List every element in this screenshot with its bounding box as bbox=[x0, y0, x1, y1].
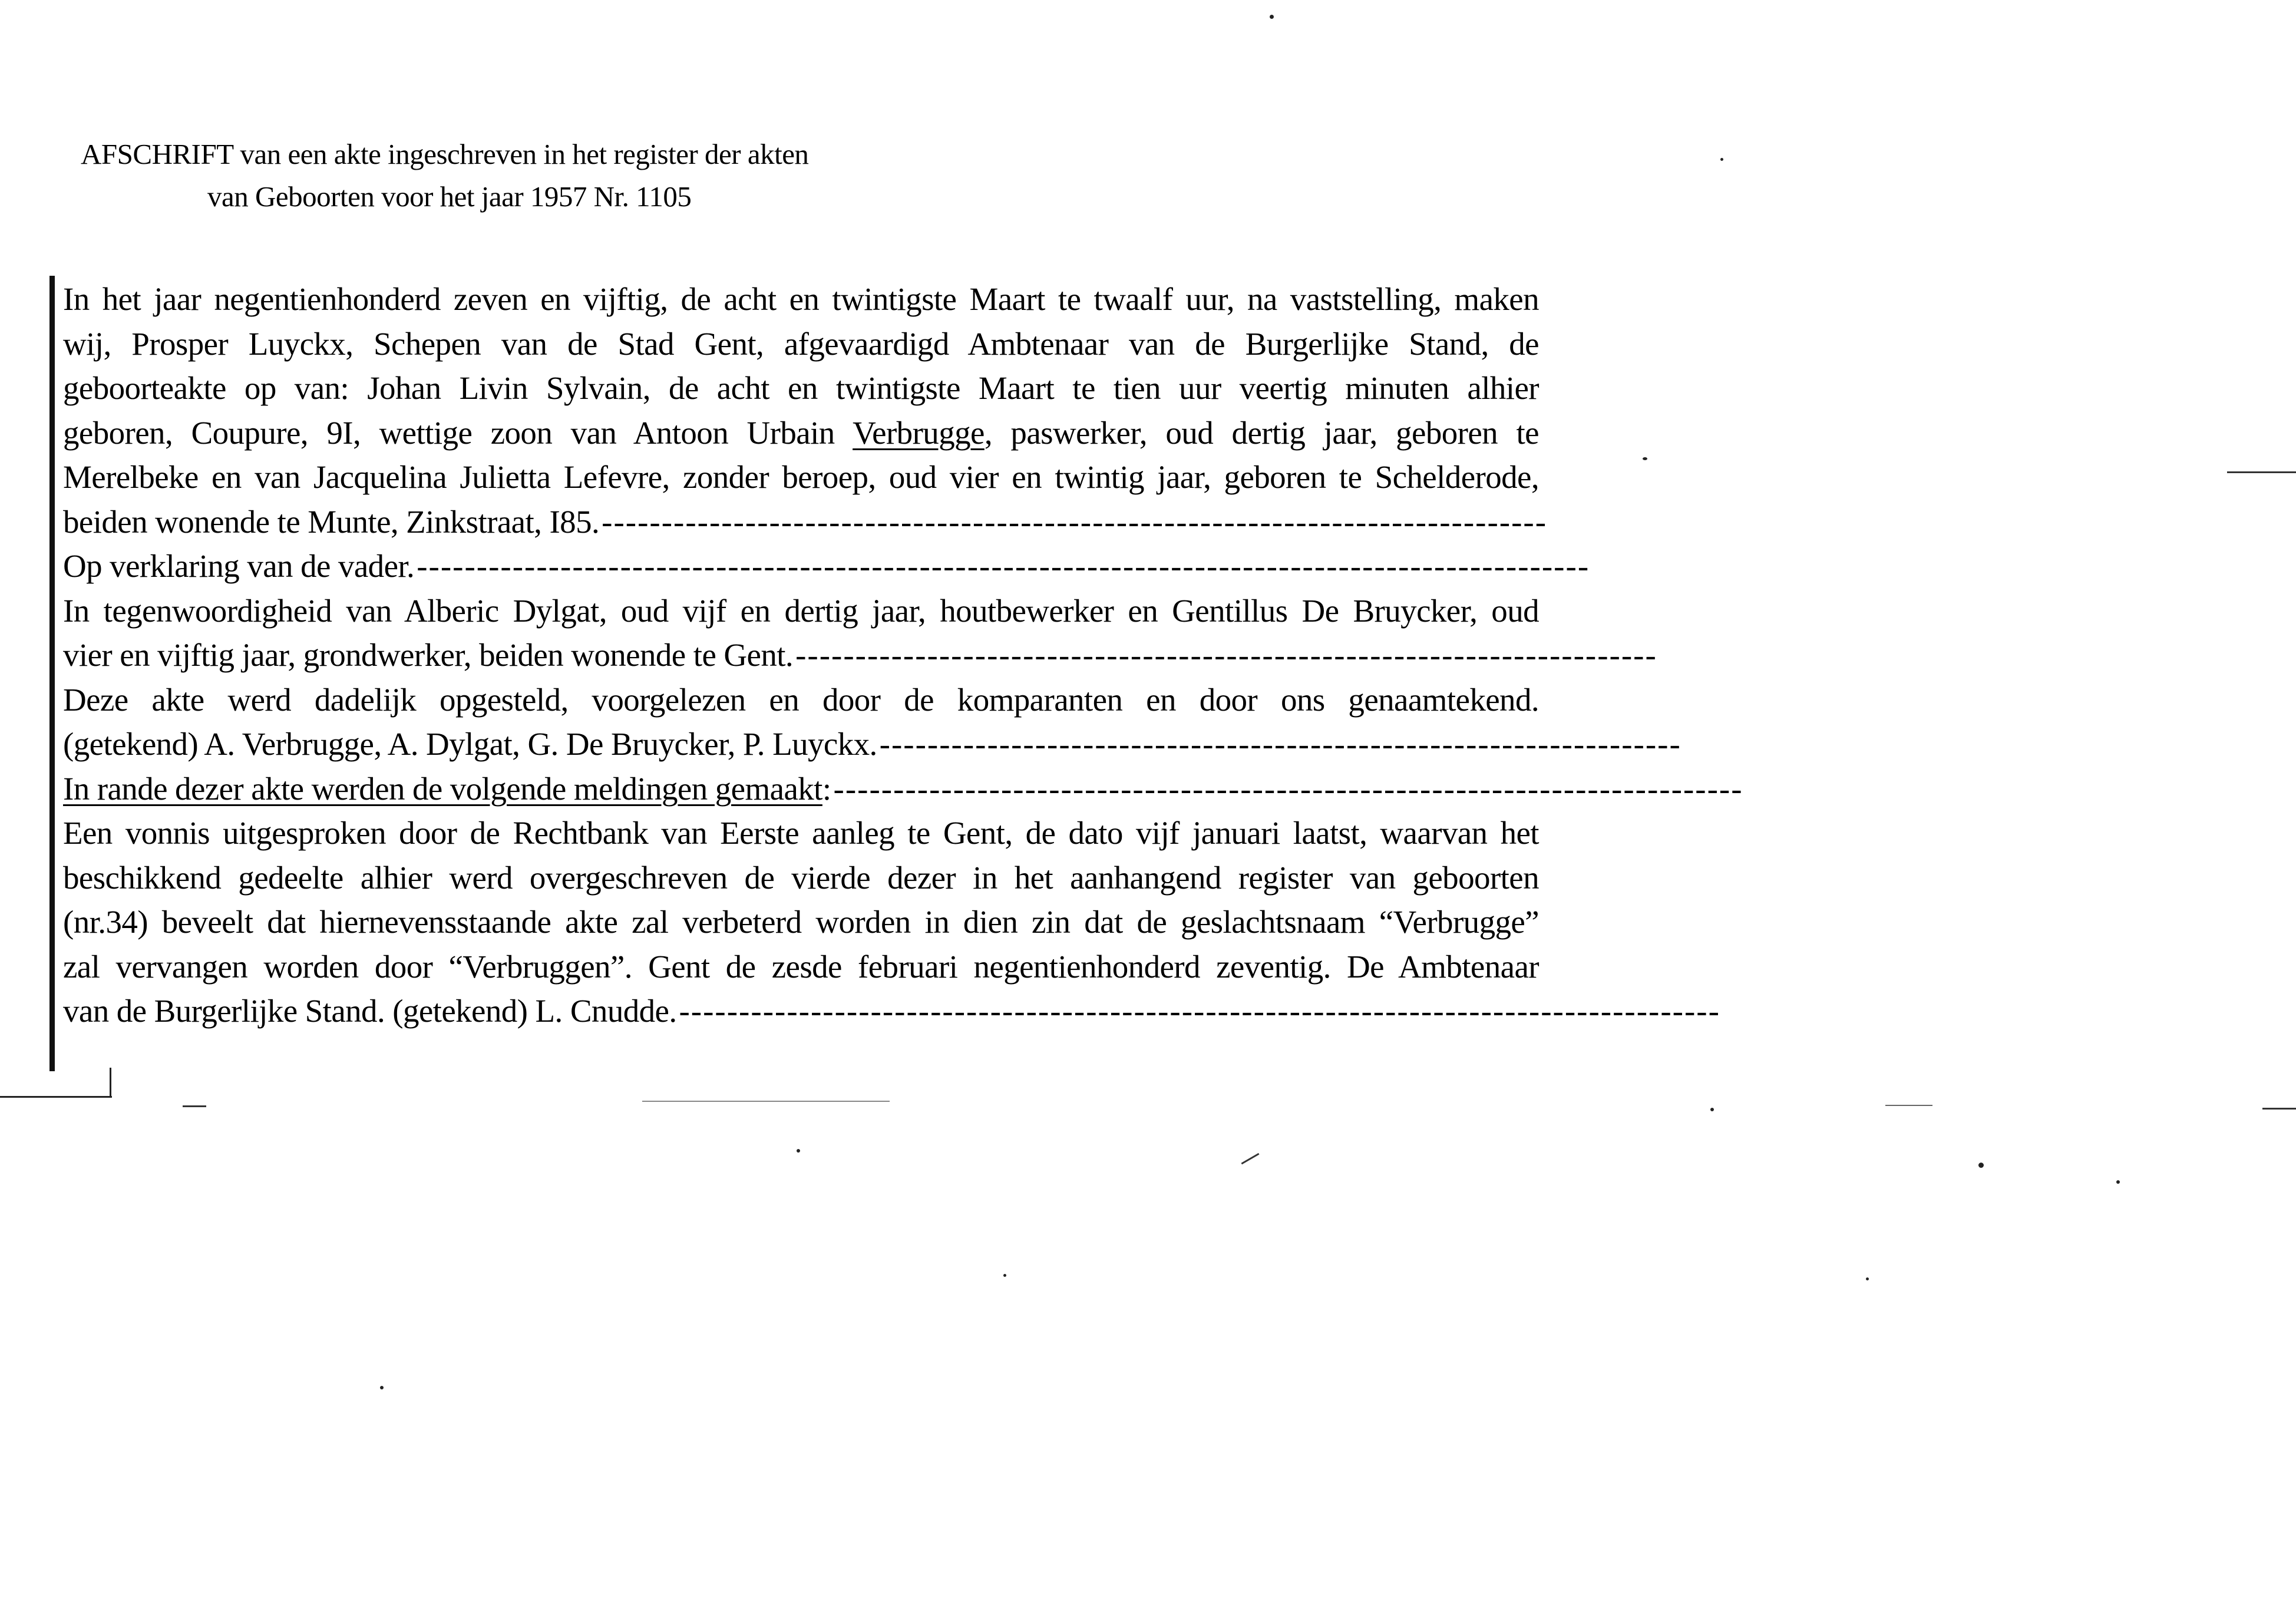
scan-line bbox=[1885, 1105, 1932, 1106]
deed-line-text: beschikkend gedeelte alhier werd overgeschreven de vierde dezer in het aanhangend register van geboorten bbox=[63, 859, 1539, 896]
corner-mark-vertical bbox=[110, 1068, 111, 1097]
deed-line bbox=[63, 455, 1539, 500]
scan-speck bbox=[797, 1149, 800, 1153]
marginal-notes-heading: In rande dezer akte werden de volgende meldingen gemaakt bbox=[63, 770, 822, 807]
deed-line-mixed bbox=[63, 411, 1539, 455]
document-header bbox=[81, 133, 808, 218]
margin-bar bbox=[49, 276, 55, 1071]
deed-line bbox=[63, 277, 1539, 322]
dash-filler: ------------------------------------------------------------------------ bbox=[795, 637, 1657, 673]
dash-filler: -------------------------------------------------------------------------------------------------- bbox=[417, 548, 1590, 584]
deed-line bbox=[63, 722, 1681, 767]
scan-speck bbox=[1710, 1108, 1714, 1111]
deed-line-text: Op verklaring van de vader. bbox=[63, 548, 415, 584]
deed-line-text: zal vervangen worden door “Verbruggen”. Gent de zesde februari negentienhonderd zeventig. De Ambtenaar bbox=[63, 948, 1539, 985]
scan-speck bbox=[1866, 1277, 1869, 1280]
deed-line bbox=[63, 500, 1548, 544]
header-line-2: van Geboorten voor het jaar 1957 Nr. 1105 bbox=[207, 180, 692, 213]
deed-body bbox=[63, 277, 1743, 1034]
scan-speck bbox=[1643, 457, 1647, 460]
deed-line-text: In tegenwoordigheid van Alberic Dylgat, oud vijf en dertig jaar, houtbewerker en Gentillus De Bruycker, oud bbox=[63, 592, 1539, 629]
scan-speck bbox=[1978, 1163, 1984, 1168]
deed-line bbox=[63, 544, 1590, 589]
deed-line-text: geboren, Coupure, 9I, wettige zoon van Antoon Urbain bbox=[63, 414, 853, 451]
deed-line bbox=[63, 322, 1539, 367]
deed-line bbox=[63, 811, 1539, 856]
deed-line-text: geboorteakte op van: Johan Livin Sylvain, de acht en twintigste Maart te tien uur veertig minuten alhier bbox=[63, 370, 1539, 406]
scan-speck bbox=[1270, 15, 1274, 19]
deed-line bbox=[63, 411, 1539, 455]
header-line-1: AFSCHRIFT van een akte ingeschreven in het register der akten bbox=[81, 138, 809, 170]
deed-line bbox=[63, 767, 1743, 811]
deed-line-text: : bbox=[822, 770, 831, 807]
deed-line-text: Een vonnis uitgesproken door de Rechtbank van Eerste aanleg te Gent, de dato vijf januari laatst, waarvan het bbox=[63, 815, 1539, 851]
scan-line bbox=[1241, 1153, 1260, 1165]
deed-line bbox=[63, 589, 1539, 633]
deed-line bbox=[63, 989, 1720, 1034]
deed-line bbox=[63, 900, 1539, 945]
dash-filler: --------------------------------------------------------------------------------------- bbox=[679, 993, 1720, 1029]
scan-line bbox=[2227, 471, 2296, 473]
deed-line-text: In het jaar negentienhonderd zeven en vijftig, de acht en twintigste Maart te twaalf uur, na vaststelling, maken bbox=[63, 281, 1539, 317]
scan-speck bbox=[1720, 158, 1723, 161]
deed-line-text: beiden wonende te Munte, Zinkstraat, I85. bbox=[63, 503, 600, 540]
scan-line bbox=[2262, 1108, 2296, 1110]
deed-line-text: (getekend) A. Verbrugge, A. Dylgat, G. De Bruycker, P. Luyckx. bbox=[63, 726, 877, 762]
dash-filler: ------------------------------------------------------------------------------- bbox=[602, 503, 1548, 540]
deed-line-text: Deze akte werd dadelijk opgesteld, voorgelezen en door de komparanten en door ons genaamtekend. bbox=[63, 681, 1539, 718]
deed-line bbox=[63, 366, 1539, 411]
dash-filler: ---------------------------------------------------------------------------- bbox=[833, 770, 1743, 807]
scan-speck bbox=[380, 1386, 384, 1389]
deed-line-text: Merelbeke en van Jacquelina Julietta Lefevre, zonder beroep, oud vier en twintig jaar, geboren te Schelderode, bbox=[63, 459, 1539, 495]
scan-speck bbox=[2116, 1180, 2120, 1184]
deed-line-text: van de Burgerlijke Stand. (getekend) L. Cnudde. bbox=[63, 993, 677, 1029]
deed-line-text: (nr.34) beveelt dat hiernevensstaande akte zal verbeterd worden in dien zin dat de geslachtsnaam “Verbrugge” bbox=[63, 904, 1539, 940]
deed-line-text: vier en vijftig jaar, grondwerker, beiden wonende te Gent. bbox=[63, 637, 794, 673]
deed-line bbox=[63, 856, 1539, 900]
deed-line bbox=[63, 678, 1539, 722]
scan-line bbox=[183, 1105, 206, 1107]
scan-line bbox=[642, 1101, 890, 1102]
deed-line-text: , paswerker, oud dertig jaar, geboren te bbox=[984, 414, 1539, 451]
deed-line-text: wij, Prosper Luyckx, Schepen van de Stad Gent, afgevaardigd Ambtenaar van de Burgerlijke Stand, de bbox=[63, 325, 1539, 362]
corner-mark-horizontal bbox=[0, 1096, 112, 1098]
dash-filler: ------------------------------------------------------------------- bbox=[879, 726, 1681, 762]
underlined-surname: Verbrugge bbox=[853, 414, 985, 451]
deed-line bbox=[63, 945, 1539, 989]
scan-speck bbox=[1003, 1274, 1006, 1277]
deed-line bbox=[63, 633, 1657, 678]
